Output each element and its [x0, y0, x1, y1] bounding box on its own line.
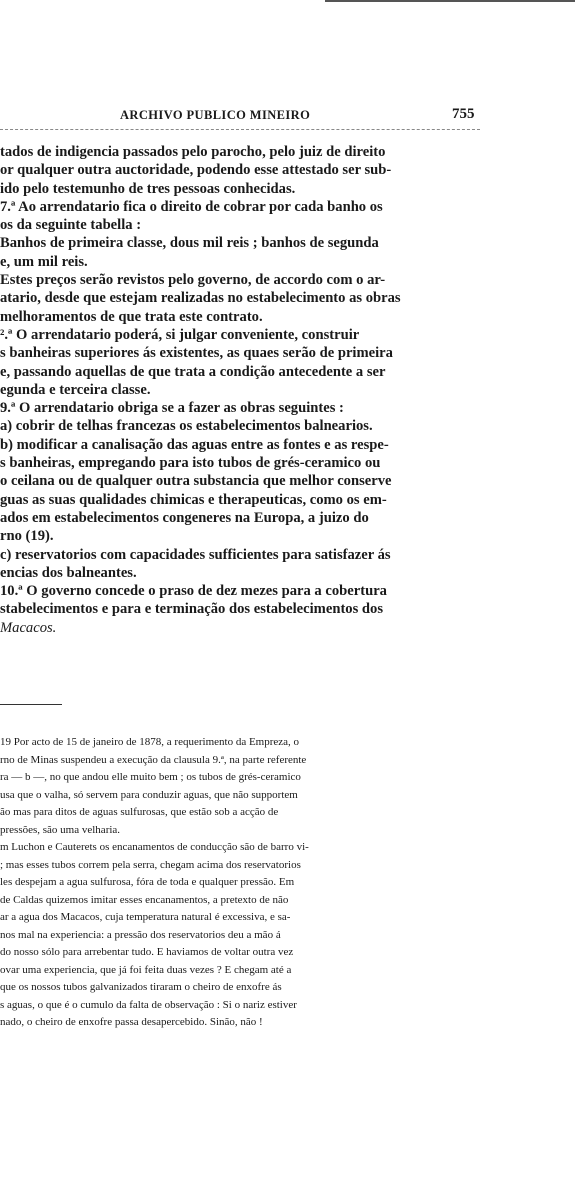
body-line: melhoramentos de que trata este contrato. [0, 308, 263, 325]
body-line: a) cobrir de telhas francezas os estabelecimentos balnearios. [0, 418, 373, 435]
body-line: Estes preços serão revistos pelo governo, de accordo com o ar- [0, 272, 386, 289]
body-line: Macacos. [0, 619, 57, 636]
footnote-line: 19 Por acto de 15 de janeiro de 1878, a requerimento da Empreza, o [0, 736, 300, 748]
body-text [0, 143, 575, 637]
body-line: os da seguinte tabella : [0, 217, 142, 234]
body-line: c) reservatorios com capacidades sufficientes para satisfazer ás [0, 546, 391, 563]
footnote-line: ar a agua dos Macacos, cuja temperatura natural é excessiva, e sa- [0, 911, 291, 923]
footnote-line: ovar uma experiencia, que já foi feita duas vezes ? E chegam até a [0, 963, 292, 976]
footnote-line: que os nossos tubos galvanizados tiraram o cheiro de enxofre ás [0, 981, 282, 993]
body-line: guas as suas qualidades chimicas e therapeuticas, como os em- [0, 491, 387, 508]
running-title: ARCHIVO PUBLICO MINEIRO [120, 108, 311, 122]
page-number: 755 [452, 106, 475, 122]
body-line: s banheiras, empregando para isto tubos de grés-ceramico ou [0, 455, 381, 472]
body-line: egunda e terceira classe. [0, 381, 151, 398]
body-line: Banhos de primeira classe, dous mil reis ; banhos de segunda [0, 235, 379, 252]
footnote-line: ; mas esses tubos correm pela serra, chegam acima dos reservatorios [0, 858, 301, 871]
footnote-line: usa que o valha, só servem para conduzir aguas, que não supportem [0, 788, 298, 801]
body-line: 10.ª O governo concede o praso de dez mezes para a cobertura [0, 583, 387, 600]
footnote-line: ão mas para ditos de aguas sulfurosas, que estão sob a acção de [0, 806, 279, 818]
body-line: ido pelo testemunho de tres pessoas conhecidas. [0, 180, 296, 197]
body-line: e, passando aquellas de que trata a condição antecedente a ser [0, 363, 386, 380]
body-line: rno (19). [0, 528, 54, 545]
body-line: b) modificar a canalisação das aguas entre as fontes e as respe- [0, 436, 389, 453]
footnotes [0, 734, 575, 1032]
footnote-line: m Luchon e Cauterets os encanamentos de conducção são de barro vi- [0, 841, 309, 853]
footnote-line: ra — b —, no que andou elle muito bem ; os tubos de grés-ceramico [0, 771, 301, 783]
header-rule [0, 129, 480, 130]
body-line: atario, desde que estejam realizadas no estabelecimento as obras [0, 290, 401, 307]
body-line: 9.ª O arrendatario obriga se a fazer as obras seguintes : [0, 400, 344, 417]
page-header [0, 100, 575, 130]
body-line: s banheiras superiores ás existentes, as quaes serão de primeira [0, 345, 393, 362]
footnote-line: de Caldas quizemos imitar esses encanamentos, a pretexto de não [0, 893, 289, 906]
footnote-line: nos mal na experiencia: a pressão dos reservatorios deu a mão á [0, 928, 281, 941]
top-rule [325, 0, 575, 2]
body-line: tados de indigencia passados pelo parocho, pelo juiz de direito [0, 144, 386, 160]
body-line: encias dos balneantes. [0, 564, 137, 581]
footnote-rule [0, 704, 62, 705]
footnote-line: do nosso sólo para arrebentar tudo. E haviamos de voltar outra vez [0, 946, 294, 958]
body-line: 7.ª Ao arrendatario fica o direito de cobrar por cada banho os [0, 198, 383, 215]
footnote-line: rno de Minas suspendeu a execução da clausula 9.ª, na parte referente [0, 753, 307, 766]
footnote-line: nado, o cheiro de enxofre passa desapercebido. Sinão, não ! [0, 1016, 263, 1028]
body-line: or qualquer outra auctoridade, podendo esse attestado ser sub- [0, 162, 392, 179]
body-line: e, um mil reis. [0, 253, 88, 270]
body-line: ados em estabelecimentos congeneres na Europa, a juizo do [0, 509, 369, 526]
footnote-line: les despejam a agua sulfurosa, fóra de toda e qualquer pressão. Em [0, 876, 295, 888]
body-line: o ceilana ou de qualquer outra substancia que melhor conserve [0, 473, 392, 490]
footnote-line: pressões, são uma velharia. [0, 823, 121, 836]
footnote-line: s aguas, o que é o cumulo da falta de observação : Si o nariz estiver [0, 998, 297, 1011]
body-line: stabelecimentos e para e terminação dos estabelecimentos dos [0, 601, 384, 618]
body-line: ².ª O arrendatario poderá, si julgar conveniente, construir [0, 326, 360, 343]
